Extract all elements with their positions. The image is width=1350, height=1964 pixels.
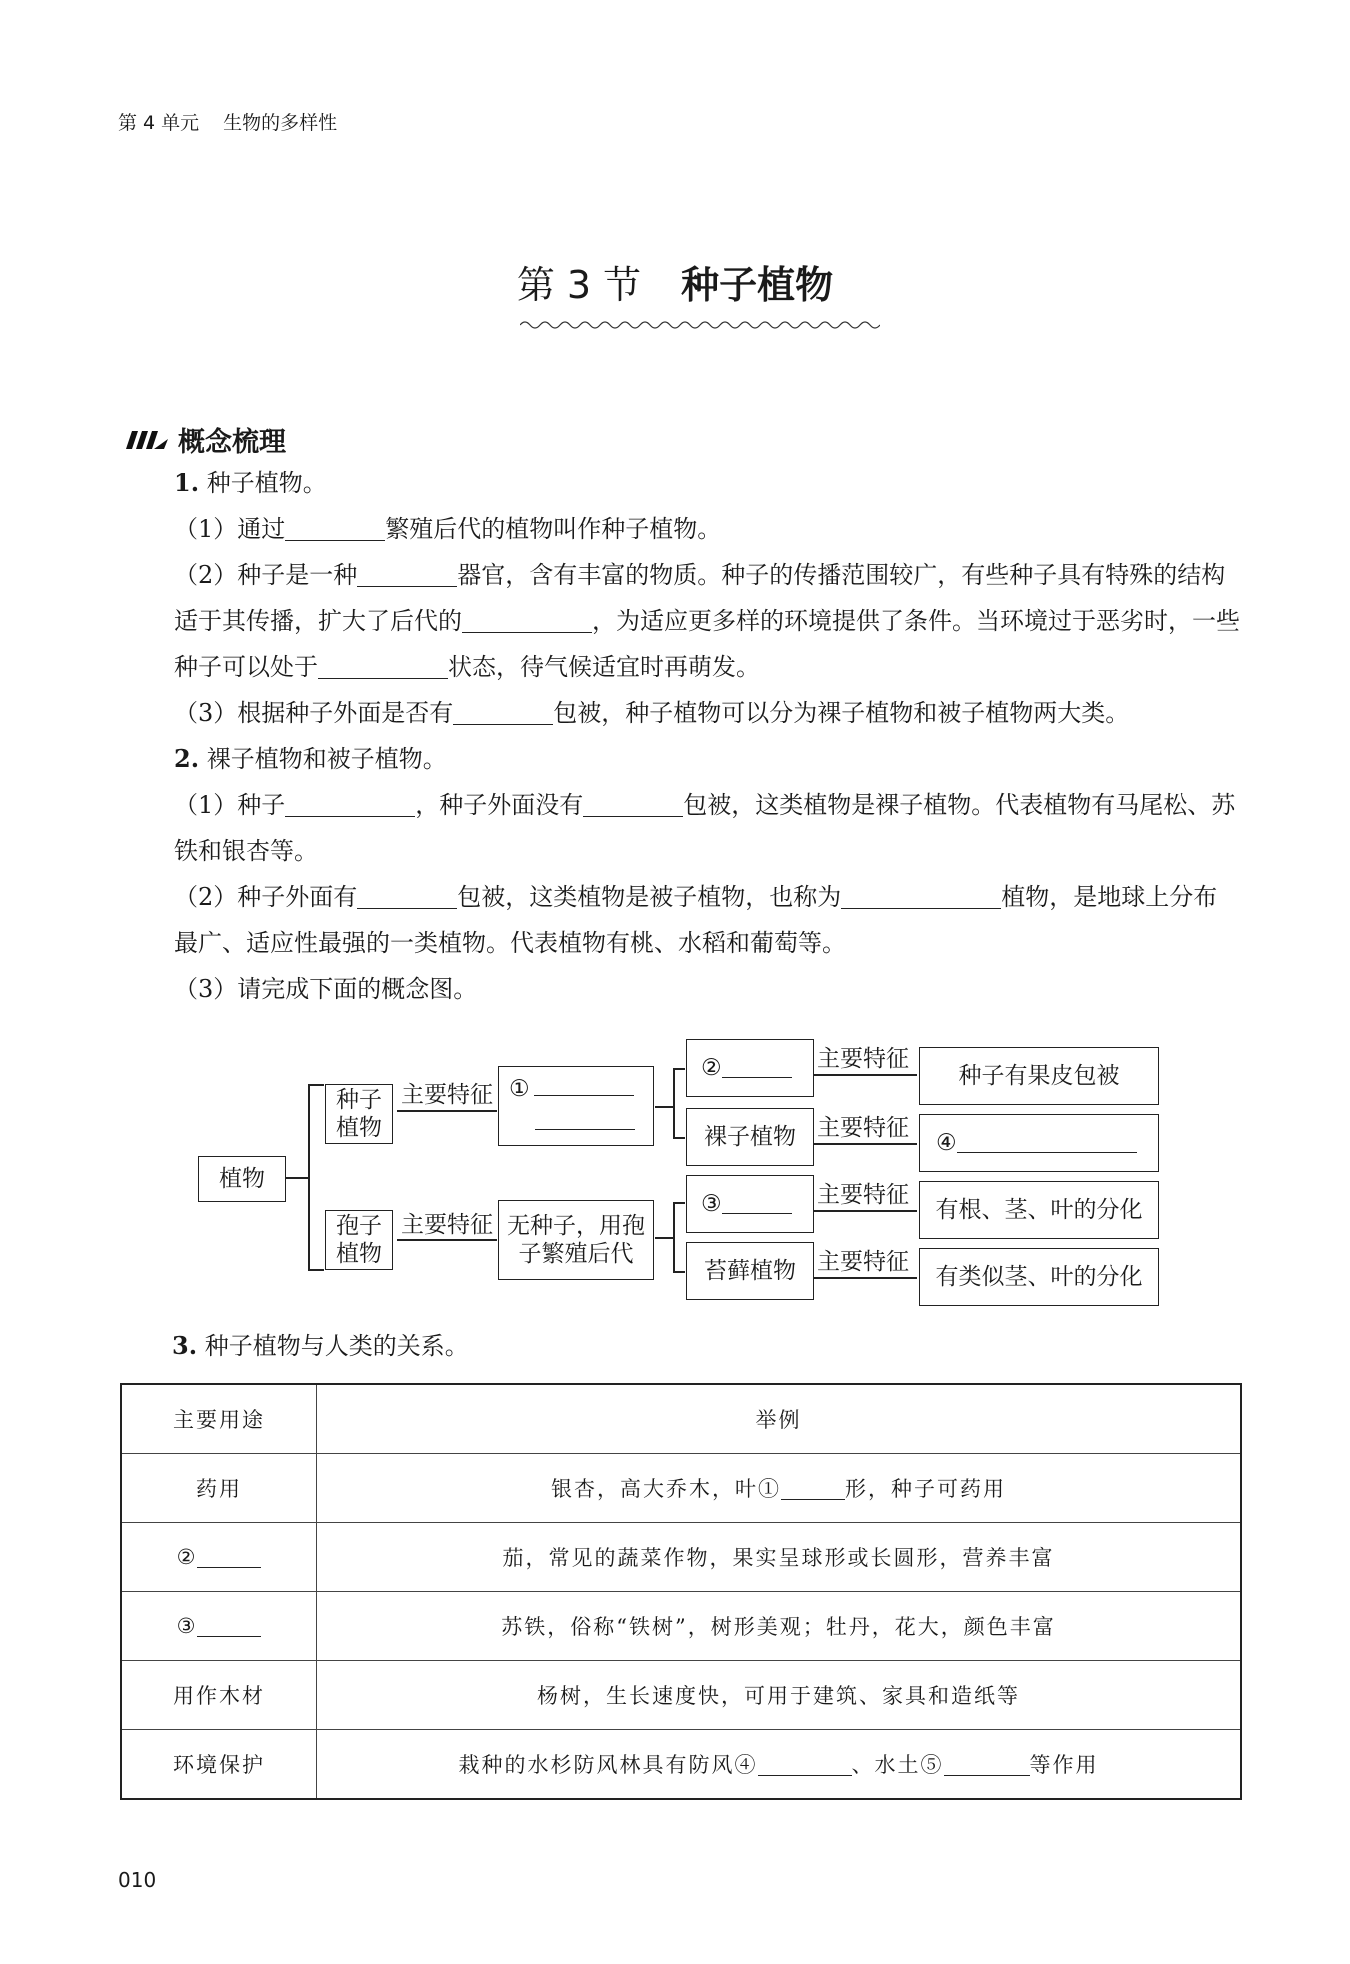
fill-blank[interactable] <box>453 700 553 725</box>
example-cell: 杨树，生长速度快，可用于建筑、家具和造纸等 <box>317 1661 1242 1730</box>
use-cell: ② <box>121 1523 317 1592</box>
node-fern-blank[interactable]: ③ <box>686 1175 814 1233</box>
fill-blank[interactable] <box>583 792 683 817</box>
relation-label: 主要特征 <box>817 1182 909 1208</box>
unit-topic: 生物的多样性 <box>223 112 338 134</box>
unit-label: 第 4 单元 <box>118 112 200 134</box>
use-cell: 用作木材 <box>121 1661 317 1730</box>
table-header-row <box>121 1384 1241 1454</box>
node-moss: 苔藓植物 <box>686 1242 814 1300</box>
fill-blank[interactable] <box>357 884 457 909</box>
table-row <box>121 1454 1241 1523</box>
section3-title: 3. 种子植物与人类的关系。 <box>172 1331 469 1360</box>
s1-title: 1. 种子植物。 <box>174 468 327 497</box>
section-number: 第 3 节 <box>516 263 642 307</box>
node-spore-feature: 无种子，用孢子繁殖后代 <box>498 1200 654 1280</box>
uses-table <box>120 1383 1242 1800</box>
fill-blank[interactable] <box>285 792 415 817</box>
s1-p1: （1）通过 繁殖后代的植物叫作种子植物。 <box>174 515 722 543</box>
fill-blank[interactable] <box>318 654 448 679</box>
relation-label: 主要特征 <box>817 1249 909 1275</box>
node-gymnosperm: 裸子植物 <box>686 1108 814 1166</box>
page-title <box>0 254 1350 309</box>
relation-label: 主要特征 <box>817 1115 909 1141</box>
wavy-underline <box>520 318 880 332</box>
section-name: 种子植物 <box>681 263 834 307</box>
section-heading-text: 概念梳理 <box>178 427 286 458</box>
s1-p3: （3）根据种子外面是否有 包被，种子植物可以分为裸子植物和被子植物两大类。 <box>174 699 1130 727</box>
fill-blank[interactable] <box>944 1755 1030 1776</box>
s2-title: 2. 裸子植物和被子植物。 <box>174 744 447 773</box>
fill-blank[interactable] <box>758 1755 852 1776</box>
table-header-cell: 主要用途 <box>121 1384 317 1454</box>
s2-p3: （3）请完成下面的概念图。 <box>174 975 478 1003</box>
feature-fern: 有根、茎、叶的分化 <box>919 1181 1159 1239</box>
running-header <box>118 108 337 135</box>
node-seed-feature-blank[interactable]: ① <box>498 1066 654 1146</box>
s2-p1: （1）种子 ，种子外面没有 包被，这类植物是裸子植物。代表植物有马尾松、苏铁和银杏等。 <box>174 791 1236 865</box>
use-cell: 药用 <box>121 1454 317 1523</box>
fill-blank[interactable] <box>462 608 592 633</box>
concept-map <box>195 1034 1195 1314</box>
relation-label: 主要特征 <box>817 1046 909 1072</box>
s2-p2: （2）种子外面有 包被，这类植物是被子植物，也称为 植物，是地球上分布最广、适应性最强的一类植物。代表植物有桃、水稻和葡萄等。 <box>174 883 1218 957</box>
example-cell: 栽种的水杉防风林具有防风④ 、水土⑤ 等作用 <box>317 1730 1242 1800</box>
table-row <box>121 1523 1241 1592</box>
fill-blank[interactable] <box>357 562 457 587</box>
section-marker-icon <box>124 429 170 451</box>
s1-p2: （2）种子是一种 器官，含有丰富的物质。种子的传播范围较广，有些种子具有特殊的结构适于其传播，扩大了后代的 ，为适应更多样的环境提供了条件。当环境过于恶劣时，一些种子可以处于 状态，待气候适宜时再萌发。 <box>174 561 1240 681</box>
feature-gymnosperm-blank[interactable]: ④ <box>919 1114 1159 1172</box>
concept-text <box>120 460 1240 1012</box>
table-header-cell: 举例 <box>317 1384 1242 1454</box>
table-row <box>121 1730 1241 1800</box>
table-row <box>121 1592 1241 1661</box>
section-heading <box>124 420 286 459</box>
example-cell: 苏铁，俗称“铁树”，树形美观；牡丹，花大，颜色丰富 <box>317 1592 1242 1661</box>
fill-blank[interactable] <box>197 1547 261 1568</box>
example-cell: 银杏，高大乔木，叶① 形，种子可药用 <box>317 1454 1242 1523</box>
page-number: 010 <box>118 1868 157 1892</box>
node-angiosperm-blank[interactable]: ② <box>686 1039 814 1097</box>
relation-label: 主要特征 <box>401 1212 493 1238</box>
node-plant: 植物 <box>198 1156 286 1202</box>
use-cell: 环境保护 <box>121 1730 317 1800</box>
fill-blank[interactable] <box>197 1616 261 1637</box>
feature-moss: 有类似茎、叶的分化 <box>919 1248 1159 1306</box>
example-cell: 茄，常见的蔬菜作物，果实呈球形或长圆形，营养丰富 <box>317 1523 1242 1592</box>
fill-blank[interactable] <box>285 516 385 541</box>
feature-angiosperm: 种子有果皮包被 <box>919 1047 1159 1105</box>
relation-label: 主要特征 <box>401 1082 493 1108</box>
node-spore-plants: 孢子植物 <box>325 1210 393 1270</box>
fill-blank[interactable] <box>781 1479 845 1500</box>
table-row <box>121 1661 1241 1730</box>
node-seed-plants: 种子植物 <box>325 1084 393 1144</box>
fill-blank[interactable] <box>841 884 1001 909</box>
use-cell: ③ <box>121 1592 317 1661</box>
